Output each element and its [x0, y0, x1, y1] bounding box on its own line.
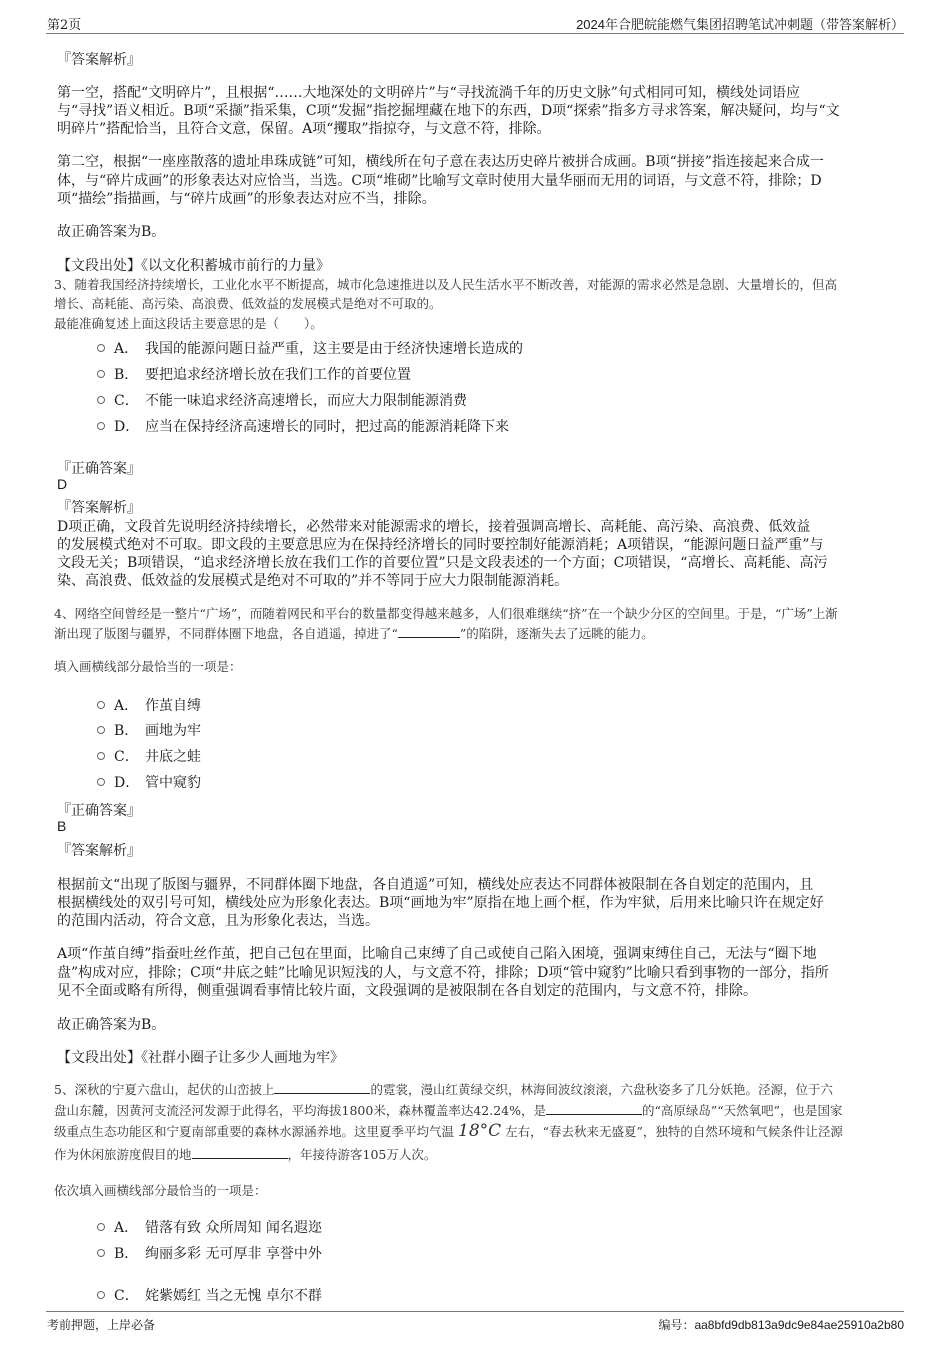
q4-explain-line: 见不全面或略有所得，侧重强调看事情比较片面，文段强调的是被限制在各自划定的范围内，与文意不符，排除。	[57, 983, 757, 999]
option-text: 不能一味追求经济高速增长，而应大力限制能源消费	[145, 393, 467, 409]
option-letter: C．	[114, 1288, 139, 1304]
option-text: 应当在保持经济高速增长的同时，把过高的能源消耗降下来	[145, 419, 509, 435]
q4-answer-heading: 『正确答案』	[57, 803, 141, 819]
q5-stem-part: 盘山东麓，因黄河支流泾河发源于此得名，平均海拔1800米，森林覆盖率达42.24%，是	[54, 1103, 546, 1118]
q4-option-c[interactable]	[97, 746, 201, 766]
q4-option-b[interactable]	[97, 720, 201, 740]
q2-explain-heading: 『答案解析』	[57, 52, 141, 68]
radio-icon[interactable]	[97, 1223, 105, 1231]
option-text: 管中窥豹	[145, 775, 201, 791]
q5-prompt: 依次填入画横线部分最恰当的一项是：	[54, 1183, 267, 1198]
q2-explain-line: 体，与“碎片成画”的形象表达对应恰当，当选。C项“堆砌”比喻写文章时使用大量华丽而无用的词语，与文意不符，排除；D	[57, 173, 822, 189]
answer-blank	[192, 1146, 288, 1159]
q5-option-b[interactable]	[97, 1243, 322, 1263]
q5-stem-part: 级重点生态功能区和宁夏南部重要的森林水源涵养地。这里夏季平均气温	[54, 1124, 455, 1139]
q4-prompt: 填入画横线部分最恰当的一项是：	[54, 659, 242, 674]
option-letter: C．	[114, 393, 139, 409]
option-text: 绚丽多彩 无可厚非 享誉中外	[145, 1246, 322, 1262]
q4-explain-heading: 『答案解析』	[57, 843, 141, 859]
q5-stem-part: 左右，“春去秋来无盛夏”，独特的自然环境和气候条件让泾源	[505, 1124, 843, 1139]
radio-icon[interactable]	[97, 726, 105, 734]
radio-icon[interactable]	[97, 370, 105, 378]
q2-explain-line: 项“描绘”指描画，与“碎片成画”的形象表达对应不当，排除。	[57, 191, 436, 207]
option-text: 错落有致 众所周知 闻名遐迩	[145, 1220, 322, 1236]
q5-stem-line	[54, 1123, 843, 1140]
radio-icon[interactable]	[97, 701, 105, 709]
q5-stem-part: 的“高原绿岛”“天然氧吧”，也是国家	[641, 1103, 843, 1118]
document-title: 2024年合肥皖能燃气集团招聘笔试冲刺题（带答案解析）	[576, 17, 904, 32]
option-letter: A．	[114, 698, 139, 714]
q5-option-a[interactable]	[97, 1217, 322, 1237]
q2-explain-line: 第一空，搭配“文明碎片”，且根据“……大地深处的文明碎片”与“寻找流淌千年的历史文脉”句式相同可知，横线处词语应	[57, 85, 800, 101]
option-text: 姹紫嫣红 当之无愧 卓尔不群	[145, 1288, 322, 1304]
radio-icon[interactable]	[97, 344, 105, 352]
q3-stem-line: 最能准确复述上面这段话主要意思的是（ ）。	[54, 316, 323, 331]
q5-stem-line	[54, 1102, 843, 1119]
q3-stem-line: 3、随着我国经济持续增长，工业化水平不断提高，城市化急速推进以及人民生活水平不断改善，对能源的需求必然是急剧、大量增长的，但高	[54, 277, 837, 292]
q4-source: 【文段出处】《社群小圈子让多少人画地为牢》	[57, 1050, 344, 1066]
answer-blank	[546, 1102, 642, 1115]
footer-divider	[46, 1311, 904, 1312]
option-letter: B．	[114, 367, 139, 383]
q5-stem-line	[54, 1146, 436, 1163]
q4-conclusion: 故正确答案为B。	[57, 1017, 166, 1033]
option-letter: D．	[114, 419, 140, 435]
q5-stem-part: 5、深秋的宁夏六盘山，起伏的山峦披上	[54, 1082, 275, 1097]
answer-blank	[274, 1081, 370, 1094]
q3-answer-heading: 『正确答案』	[57, 461, 141, 477]
q3-explain-line: D项正确，文段首先说明经济持续增长，必然带来对能源需求的增长，接着强调高增长、高耗能、高污染、高浪费、低效益	[57, 519, 811, 535]
q4-explain-line: A项“作茧自缚”指蚕吐丝作茧，把自己包在里面，比喻自己束缚了自己或使自己陷入困境，强调束缚住自己，无法与“圈下地	[57, 946, 817, 962]
q5-stem-part: ，年接待游客105万人次。	[287, 1147, 437, 1162]
q3-option-d[interactable]	[97, 416, 509, 436]
q4-option-d[interactable]	[97, 772, 201, 792]
q3-stem-line: 增长、高耗能、高污染、高浪费、低效益的发展模式是绝对不可取的。	[54, 296, 442, 311]
option-text: 画地为牢	[145, 723, 201, 739]
option-letter: B．	[114, 723, 139, 739]
q3-answer: D	[57, 476, 68, 492]
option-letter: A．	[114, 341, 139, 357]
radio-icon[interactable]	[97, 396, 105, 404]
q3-explain-line: 文段无关；B项错误，“追求经济增长放在我们工作的首要位置”只是文段表述的一个方面；C项错误，“高增长、高耗能、高污	[57, 555, 828, 571]
q4-stem-part: 渐出现了版图与疆界，不同群体圈下地盘，各自逍遥，掉进了“	[54, 626, 398, 641]
q4-stem-line	[54, 625, 654, 642]
q4-explain-line: 根据横线处的双引号可知，横线处应为形象化表达。B项“画地为牢”原指在地上画个框，作为牢狱，后用来比喻只许在规定好	[57, 895, 824, 911]
option-letter: A．	[114, 1220, 139, 1236]
q3-explain-line: 的发展模式绝对不可取。即文段的主要意思应为在保持经济增长的同时要控制好能源消耗；A项错误，“能源问题日益严重”与	[57, 537, 824, 553]
temperature-unit: °C	[479, 1121, 502, 1141]
radio-icon[interactable]	[97, 422, 105, 430]
q2-explain-line: 与“寻找”语义相近。B项“采撷”指采集，C项“发掘”指挖掘埋藏在地下的东西，D项“探索”指多方寻求答案，解决疑问，均与“文	[57, 103, 840, 119]
option-text: 我国的能源问题日益严重，这主要是由于经济快速增长造成的	[145, 341, 523, 357]
temperature-value: 18	[458, 1121, 480, 1141]
q5-stem-line	[54, 1081, 833, 1098]
radio-icon[interactable]	[97, 778, 105, 786]
q2-conclusion: 故正确答案为B。	[57, 224, 166, 240]
q5-stem-part: 的霓裳，漫山红黄绿交织，林海间波纹滚滚，六盘秋姿多了几分妖艳。泾源，位于六	[370, 1082, 833, 1097]
q2-explain-line: 第二空，根据“一座座散落的遗址串珠成链”可知，横线所在句子意在表达历史碎片被拼合成画。B项“拼接”指连接起来合成一	[57, 154, 824, 170]
option-letter: B．	[114, 1246, 139, 1262]
q3-option-a[interactable]	[97, 338, 523, 358]
q4-option-a[interactable]	[97, 695, 201, 715]
q3-option-b[interactable]	[97, 364, 411, 384]
q4-answer: B	[57, 818, 67, 834]
q4-explain-line: 的范围内活动，符合文意，且为形象化表达，当选。	[57, 913, 379, 929]
q5-stem-part: 作为休闲旅游度假目的地	[54, 1147, 192, 1162]
q3-option-c[interactable]	[97, 390, 467, 410]
q2-source: 【文段出处】《以文化积蓄城市前行的力量》	[57, 258, 330, 274]
q5-option-c[interactable]	[97, 1285, 322, 1305]
q3-explain-heading: 『答案解析』	[57, 500, 141, 516]
option-letter: C．	[114, 749, 139, 765]
footer-slogan: 考前押题，上岸必备	[47, 1318, 156, 1332]
answer-blank	[398, 625, 460, 638]
q3-explain-line: 染、高浪费、低效益的发展模式是绝对不可取的”并不等同于应大力限制能源消耗。	[57, 573, 569, 589]
option-text: 井底之蛙	[145, 749, 201, 765]
option-text: 要把追求经济增长放在我们工作的首要位置	[145, 367, 411, 383]
radio-icon[interactable]	[97, 1291, 105, 1299]
option-letter: D．	[114, 775, 140, 791]
q4-explain-line: 根据前文“出现了版图与疆界，不同群体圈下地盘，各自逍遥”可知，横线处应表达不同群体被限制在各自划定的范围内，且	[57, 877, 814, 893]
q4-stem-line: 4、网络空间曾经是一整片“广场”，而随着网民和平台的数量都变得越来越多，人们很难继续“挤”在一个缺少分区的空间里。于是，“广场”上渐	[54, 606, 838, 621]
q2-explain-line: 明碎片”搭配恰当，且符合文意，保留。A项“攫取”指掠夺，与文意不符，排除。	[57, 121, 551, 137]
document-id: 编号：aa8bfd9db813a9dc9e84ae25910a2b80	[658, 1318, 904, 1332]
header-divider	[46, 33, 904, 34]
q4-explain-line: 盘”构成对应，排除；C项“井底之蛙”比喻见识短浅的人，与文意不符，排除；D项“管中窥豹”比喻只看到事物的一部分，指所	[57, 965, 829, 981]
radio-icon[interactable]	[97, 752, 105, 760]
radio-icon[interactable]	[97, 1249, 105, 1257]
page-number: 第2页	[47, 18, 82, 33]
option-text: 作茧自缚	[145, 698, 201, 714]
q4-stem-part: ”的陷阱，逐渐失去了远眺的能力。	[459, 626, 654, 641]
